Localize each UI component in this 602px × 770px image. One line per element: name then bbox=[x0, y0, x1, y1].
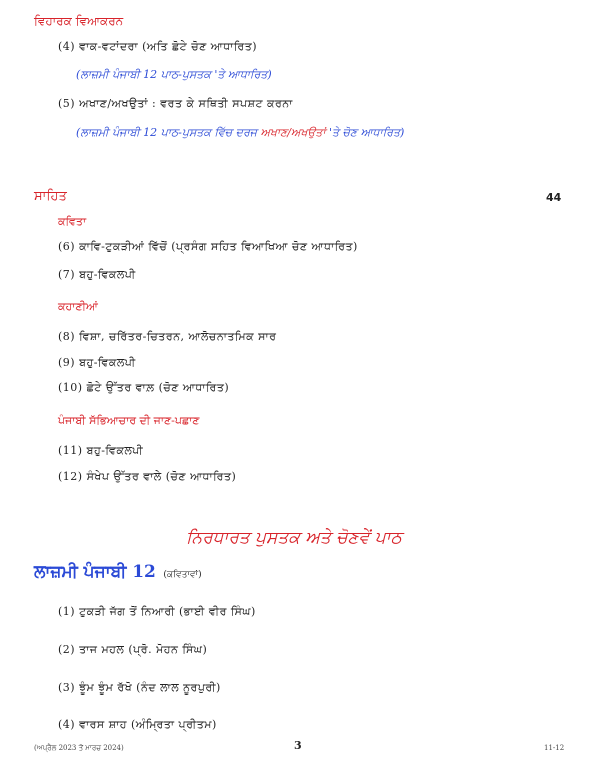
poetry-item-6: (6) ਕਾਵਿ-ਟੁਕੜੀਆਂ ਵਿੱਚੋਂ (ਪ੍ਰਸੰਗ ਸਹਿਤ ਵਿਆਖਿਆ ਚੋਣ ਆਧਾਰਿਤ) bbox=[58, 240, 358, 253]
literature-marks: 44 bbox=[546, 191, 562, 204]
culture-item-11: (11) ਬਹੁ-ਵਿਕਲਪੀ bbox=[58, 444, 144, 457]
poem-3: (3) ਝੂੰਮ ਝੂੰਮ ਰੱਖੋ (ਨੰਦ ਲਾਲ ਨੂਰਪੁਰੀ) bbox=[58, 681, 221, 694]
poem-4: (4) ਵਾਰਸ ਸ਼ਾਹ (ਅੰਮ੍ਰਿਤਾ ਪ੍ਰੀਤਮ) bbox=[58, 718, 217, 731]
culture-heading: ਪੰਜਾਬੀ ਸੱਭਿਆਚਾਰ ਦੀ ਜਾਣ-ਪਛਾਣ bbox=[58, 414, 200, 427]
book-title: ਲਾਜ਼ਮੀ ਪੰਜਾਬੀ 12 bbox=[34, 562, 156, 582]
book-title-line bbox=[34, 562, 202, 582]
page-number: 3 bbox=[294, 739, 302, 752]
poetry-heading: ਕਵਿਤਾ bbox=[58, 215, 87, 228]
culture-item-12: (12) ਸੰਖੇਪ ਉੱਤਰ ਵਾਲੇ (ਚੋਣ ਆਧਾਰਿਤ) bbox=[58, 470, 237, 483]
stories-heading: ਕਹਾਣੀਆਂ bbox=[58, 300, 98, 313]
grammar-heading: ਵਿਹਾਰਕ ਵਿਆਕਰਨ bbox=[34, 14, 124, 28]
poetry-item-7: (7) ਬਹੁ-ਵਿਕਲਪੀ bbox=[58, 268, 136, 281]
stories-item-9: (9) ਬਹੁ-ਵਿਕਲਪੀ bbox=[58, 356, 136, 369]
grammar-item-4: (4) ਵਾਕ-ਵਟਾਂਦਰਾ (ਅਤਿ ਛੋਟੇ ਚੋਣ ਆਧਾਰਿਤ) bbox=[58, 40, 258, 53]
stories-item-10: (10) ਛੋਟੇ ਉੱਤਰ ਵਾਲ਼ (ਚੋਣ ਆਧਾਰਿਤ) bbox=[58, 381, 230, 394]
prescribed-title: ਨਿਰਧਾਰਤ ਪੁਸਤਕ ਅਤੇ ਚੋਣਵੇਂ ਪਾਠ bbox=[186, 528, 402, 548]
stories-item-8: (8) ਵਿਸ਼ਾ, ਚਰਿੱਤਰ-ਚਿਤਰਨ, ਆਲੋਚਨਾਤਮਿਕ ਸਾਰ bbox=[58, 330, 277, 343]
grammar-item-5-note-c: 'ਤੇ ਚੋਣ ਆਧਾਰਿਤ) bbox=[325, 126, 405, 139]
grammar-item-5: (5) ਅਖਾਣ/ਅਖਉਤਾਂ : ਵਰਤ ਕੇ ਸਥਿਤੀ ਸਪਸ਼ਟ ਕਰਨਾ bbox=[58, 97, 293, 110]
book-subtitle: (ਕਵਿਤਾਵਾਂ) bbox=[163, 570, 202, 580]
literature-heading: ਸਾਹਿਤ bbox=[34, 189, 67, 204]
grammar-item-4-note: (ਲਾਜ਼ਮੀ ਪੰਜਾਬੀ 12 ਪਾਠ-ਪੁਸਤਕ 'ਤੇ ਆਧਾਰਿਤ) bbox=[76, 68, 272, 81]
grammar-item-5-note-a: (ਲਾਜ਼ਮੀ ਪੰਜਾਬੀ 12 ਪਾਠ-ਪੁਸਤਕ ਵਿੱਚ ਦਰਜ bbox=[76, 126, 261, 139]
poem-2: (2) ਤਾਜ ਮਹਲ (ਪ੍ਰੋ. ਮੋਹਨ ਸਿੰਘ) bbox=[58, 643, 208, 656]
grammar-item-5-note bbox=[76, 126, 404, 140]
poem-1: (1) ਟੁਕੜੀ ਜੱਗ ਤੋਂ ਨਿਆਰੀ (ਭਾਈ ਵੀਰ ਸਿੰਘ) bbox=[58, 605, 256, 618]
grammar-item-5-note-b: ਅਖਾਣ/ਅਖਉਤਾਂ bbox=[260, 126, 326, 139]
footer-session: (ਅਪ੍ਰੈਲ 2023 ਤੋਂ ਮਾਰਚ 2024) bbox=[34, 744, 124, 752]
footer-class: 11-12 bbox=[544, 744, 565, 752]
